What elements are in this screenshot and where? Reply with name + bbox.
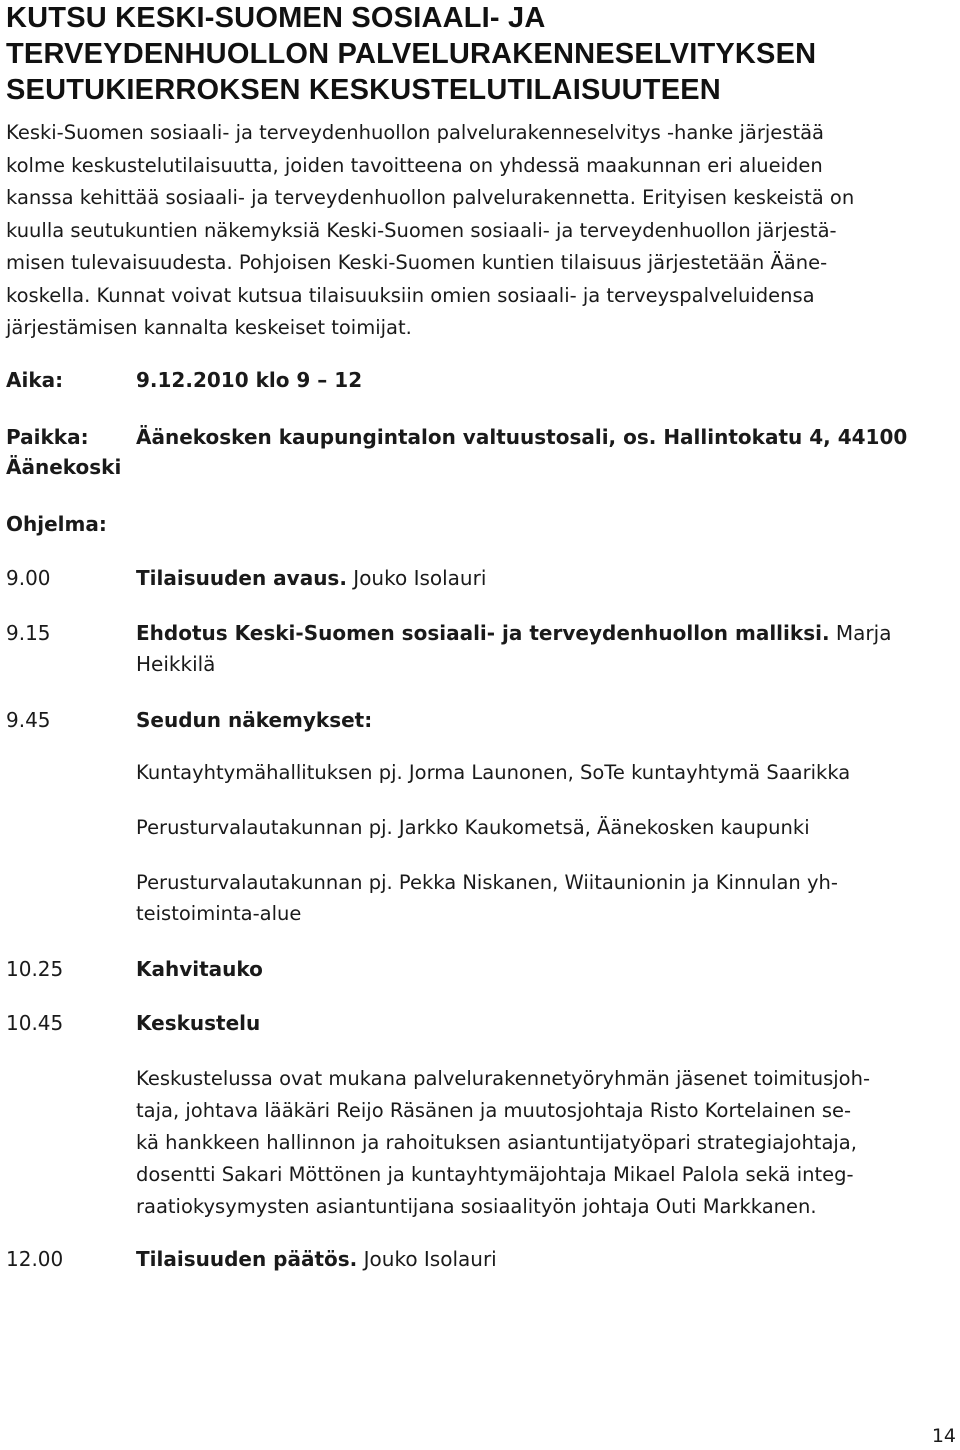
intro-paragraph: [6, 117, 956, 345]
intro-line: kolme keskustelutilaisuutta, joiden tavoitteena on yhdessä maakunnan eri alueiden: [6, 153, 823, 177]
program-time: 10.25: [6, 957, 64, 981]
intro-line: koskella. Kunnat voivat kutsua tilaisuuksiin omien sosiaali- ja terveyspalveluidensa: [6, 283, 815, 307]
program-item: [136, 618, 891, 648]
program-item-title: Kahvitauko: [136, 957, 263, 981]
program-item-title: Tilaisuuden avaus.: [136, 566, 347, 590]
intro-line: Keski-Suomen sosiaali- ja terveydenhuollon palvelurakenneselvitys -hanke järjestää: [6, 121, 824, 144]
discussion-line: raatiokysymysten asiantuntijana sosiaalityön johtaja Outi Markkanen.: [136, 1195, 817, 1218]
place-value: Äänekosken kaupungintalon valtuustosali, os. Hallintokatu 4, 44100: [136, 425, 908, 449]
program-time: 9.00: [6, 566, 51, 590]
time-label: Aika:: [6, 368, 64, 392]
program-time: 12.00: [6, 1247, 64, 1271]
program-item-title: Seudun näkemykset:: [136, 708, 373, 732]
program-item-speaker: Jouko Isolauri: [357, 1247, 497, 1271]
program-item-speaker-continued: Heikkilä: [136, 652, 216, 676]
program-time: 9.45: [6, 708, 51, 732]
intro-line: kanssa kehittää sosiaali- ja terveydenhuollon palvelurakennetta. Erityisen keskeistä on: [6, 186, 855, 209]
title-line-2: TERVEYDENHUOLLON PALVELURAKENNESELVITYKSEN: [6, 38, 817, 70]
program-item: [136, 1244, 497, 1274]
program-label: Ohjelma:: [6, 512, 107, 536]
place-value-continued: Äänekoski: [6, 455, 122, 479]
intro-line: järjestämisen kannalta keskeiset toimijat.: [6, 316, 412, 339]
page-number: 14: [931, 1425, 956, 1447]
place-label: Paikka:: [6, 425, 89, 449]
program-item-title: Ehdotus Keski-Suomen sosiaali- ja terveydenhuollon malliksi.: [136, 621, 830, 645]
invitation-title: [6, 0, 956, 108]
program-item-speaker: Jouko Isolauri: [346, 566, 487, 590]
view-entry: Perusturvalautakunnan pj. Pekka Niskanen, Wiitaunionin ja Kinnulan yh-: [136, 871, 838, 894]
time-value: 9.12.2010 klo 9 – 12: [136, 368, 363, 392]
program-item-title: Tilaisuuden päätös.: [136, 1247, 358, 1271]
view-entry-continued: teistoiminta-alue: [136, 902, 302, 925]
program-time: 10.45: [6, 1011, 64, 1035]
discussion-line: dosentti Sakari Möttönen ja kuntayhtymäjohtaja Mikael Palola sekä integ-: [136, 1163, 854, 1186]
discussion-line: taja, johtava lääkäri Reijo Räsänen ja muutosjohtaja Risto Kortelainen se-: [136, 1099, 852, 1122]
program-item-title: Keskustelu: [136, 1011, 261, 1035]
intro-line: misen tulevaisuudesta. Pohjoisen Keski-Suomen kuntien tilaisuus järjestetään Ääne-: [6, 251, 828, 274]
program-item-speaker: Marja: [829, 621, 892, 645]
intro-line: kuulla seutukuntien näkemyksiä Keski-Suomen sosiaali- ja terveydenhuollon järjestä-: [6, 218, 837, 242]
title-line-1: KUTSU KESKI-SUOMEN SOSIAALI- JA: [6, 2, 546, 34]
program-time: 9.15: [6, 621, 51, 645]
discussion-line: Keskustelussa ovat mukana palvelurakennetyöryhmän jäsenet toimitusjoh-: [136, 1067, 871, 1090]
view-entry: Perusturvalautakunnan pj. Jarkko Kaukometsä, Äänekosken kaupunki: [136, 816, 810, 839]
program-item: [136, 563, 486, 593]
discussion-line: kä hankkeen hallinnon ja rahoituksen asiantuntijatyöpari strategiajohtaja,: [136, 1131, 857, 1154]
view-entry: Kuntayhtymähallituksen pj. Jorma Launonen, SoTe kuntayhtymä Saarikka: [136, 761, 851, 784]
title-line-3: SEUTUKIERROKSEN KESKUSTELUTILAISUUTEEN: [6, 74, 721, 106]
